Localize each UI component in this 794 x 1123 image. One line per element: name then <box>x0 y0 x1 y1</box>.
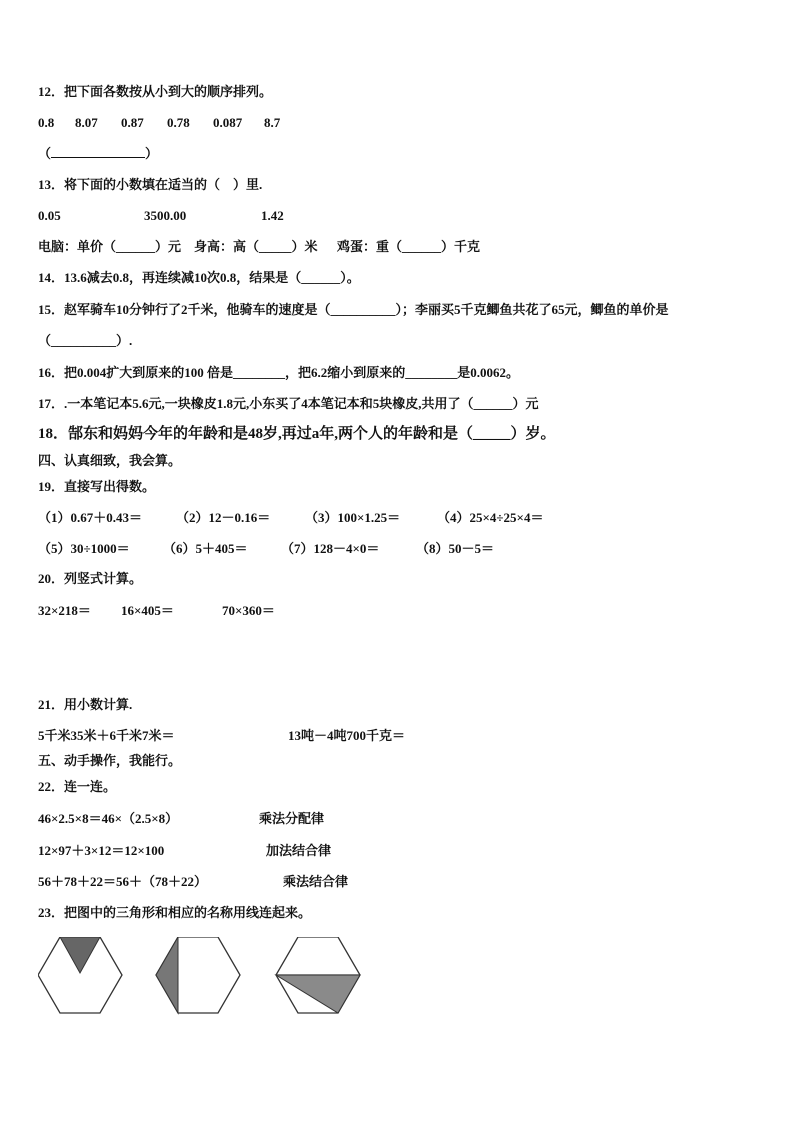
q22-left-item: 12×97＋3×12＝12×100 <box>38 843 165 858</box>
q12-number: 0.87 <box>121 115 144 130</box>
q19-item: （1）0.67＋0.43＝ <box>38 510 143 525</box>
q12-number: 0.78 <box>167 115 190 130</box>
answer-underline <box>51 145 145 158</box>
q20-item: 32×218＝ <box>38 603 91 618</box>
q19-item: （4）25×4÷25×4＝ <box>437 510 544 525</box>
hexagon-figure-2[interactable] <box>156 937 240 1013</box>
q19-item: （6）5＋405＝ <box>163 541 248 556</box>
paren-close: ） <box>145 146 159 161</box>
q19-item: （3）100×1.25＝ <box>305 510 401 525</box>
q15-line2: （__________）. <box>38 333 133 348</box>
q23-title: 23．把图中的三角形和相应的名称用线连起来。 <box>38 905 312 920</box>
q14-text: 14．13.6减去0.8，再连续减10次0.8，结果是（______）。 <box>38 270 360 285</box>
shaded-triangle-2 <box>156 937 178 1013</box>
q13-number: 3500.00 <box>144 208 187 223</box>
q12-number: 8.7 <box>264 115 281 130</box>
section4-title: 四、认真细致，我会算。 <box>38 453 182 468</box>
q22-right-item[interactable]: 加法结合律 <box>266 843 332 858</box>
q16-text: 16．把0.004扩大到原来的100 倍是________，把6.2缩小到原来的________是0.0062。 <box>38 365 520 380</box>
hexagon-figure-1[interactable] <box>38 937 122 1013</box>
q22-left-item: 56＋78＋22＝56＋（78＋22） <box>38 874 208 889</box>
q20-item: 16×405＝ <box>121 603 174 618</box>
q21-item: 5千米35米＋6千米7米＝ <box>38 728 175 743</box>
q22-right-item[interactable]: 乘法分配律 <box>259 811 325 826</box>
q12-title: 12．把下面各数按从小到大的顺序排列。 <box>38 84 273 99</box>
q22-right-item[interactable]: 乘法结合律 <box>283 874 349 889</box>
q12-answer-blank[interactable] <box>38 145 158 163</box>
q21-item: 13吨－4吨700千克＝ <box>288 728 406 743</box>
section5-title: 五、动手操作，我能行。 <box>38 753 182 768</box>
q12-number: 8.07 <box>75 115 98 130</box>
q17-text: 17．.一本笔记本5.6元,一块橡皮1.8元,小东买了4本笔记本和5块橡皮,共用了（______）元 <box>38 396 539 411</box>
q19-item: （8）50－5＝ <box>416 541 495 556</box>
q19-item: （5）30÷1000＝ <box>38 541 130 556</box>
hexagon-figure-3[interactable] <box>276 937 360 1013</box>
q21-title: 21．用小数计算. <box>38 697 133 712</box>
q19-item: （7）128－4×0＝ <box>281 541 380 556</box>
q12-number: 0.8 <box>38 115 55 130</box>
hexagon-figures <box>38 937 398 1017</box>
q22-title: 22．连一连。 <box>38 779 117 794</box>
paren-open: （ <box>38 146 52 161</box>
q22-left-item: 46×2.5×8＝46×（2.5×8） <box>38 811 179 826</box>
q19-title: 19．直接写出得数。 <box>38 479 156 494</box>
q13-number: 0.05 <box>38 208 61 223</box>
q20-item: 70×360＝ <box>222 603 275 618</box>
q13-title: 13．将下面的小数填在适当的（ ）里. <box>38 177 263 192</box>
q12-number: 0.087 <box>213 115 243 130</box>
q19-item: （2）12－0.16＝ <box>176 510 271 525</box>
q13-fill-line: 电脑：单价（______）元 身高：高（_____）米 鸡蛋：重（______）千克 <box>38 239 481 254</box>
q18-text: 18．郜东和妈妈今年的年龄和是48岁,再过a年,两个人的年龄和是（_____）岁。 <box>38 426 556 442</box>
q15-line1: 15．赵军骑车10分钟行了2千米，他骑车的速度是（__________）；李丽买5千克鲫鱼共花了65元，鲫鱼的单价是 <box>38 302 669 317</box>
q13-number: 1.42 <box>261 208 284 223</box>
q20-title: 20．列竖式计算。 <box>38 571 143 586</box>
